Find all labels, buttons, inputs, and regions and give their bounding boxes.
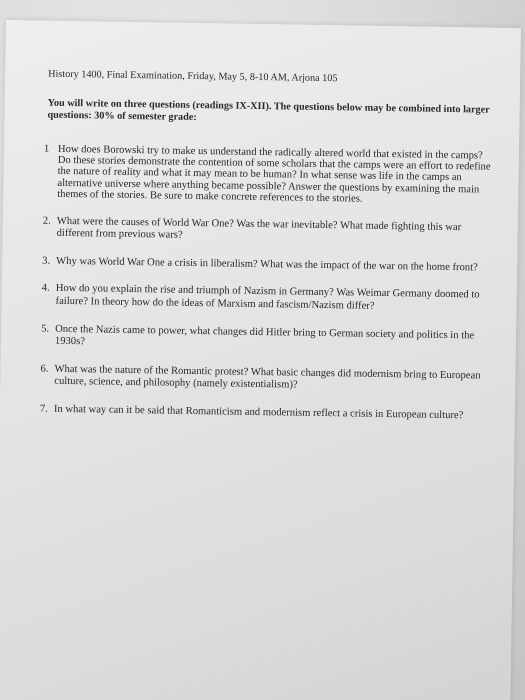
question-text: What were the causes of World War One? Was the war inevitable? What made fighting this war different from previous wars?	[56, 215, 462, 242]
question-text: Why was World War One a crisis in liberalism? What was the impact of the war on the home front?	[56, 255, 478, 274]
question-item	[43, 215, 491, 247]
question-number: 6.	[40, 363, 49, 375]
exam-header: History 1400, Final Examination, Friday, May 5, 8-10 AM, Arjona 105	[48, 68, 338, 85]
exam-content	[40, 69, 494, 439]
question-text: What was the nature of the Romantic protest? What basic changes did modernism bring to European culture, science, and philosophy (namely existentialism)?	[54, 363, 481, 391]
question-item	[43, 143, 492, 207]
question-item	[41, 323, 489, 355]
question-item	[41, 283, 489, 315]
question-item	[40, 363, 488, 395]
question-number: 4.	[41, 283, 50, 295]
question-item	[42, 255, 490, 275]
question-number: 1	[43, 143, 50, 155]
question-number: 5.	[41, 323, 50, 335]
exam-sheet	[0, 20, 521, 700]
question-number: 2.	[42, 215, 51, 227]
question-item	[40, 404, 488, 424]
question-number: 3.	[42, 255, 51, 267]
exam-instructions: You will write on three questions (readings IX-XII). The questions below may be combined into larger questions: 30% of semester grade:	[47, 97, 490, 123]
question-text: Once the Nazis came to power, what changes did Hitler bring to German society and politics in the 1930s?	[54, 323, 475, 348]
question-text: How do you explain the rise and triumph of Nazism in Germany? Was Weimar Germany doomed to failure? In theory how do the ideas of Marxism and fascism/Nazism differ?	[55, 283, 480, 312]
question-text: In what way can it be said that Romanticism and modernism reflect a crisis in European culture?	[53, 403, 464, 422]
question-number: 7.	[39, 403, 48, 415]
question-text: How does Borowski try to make us understand the radically altered world that existed in the camps? Do these stories demonstrate the contention of some scholars that the camps were an effort to redefine the nature of reality and what it may mean to be human? In what sense was life in the camps an alternative universe where anything became possible? Answer the questions by examining the main themes of the stories. Be sure to make concrete references to the stories.	[57, 143, 491, 205]
